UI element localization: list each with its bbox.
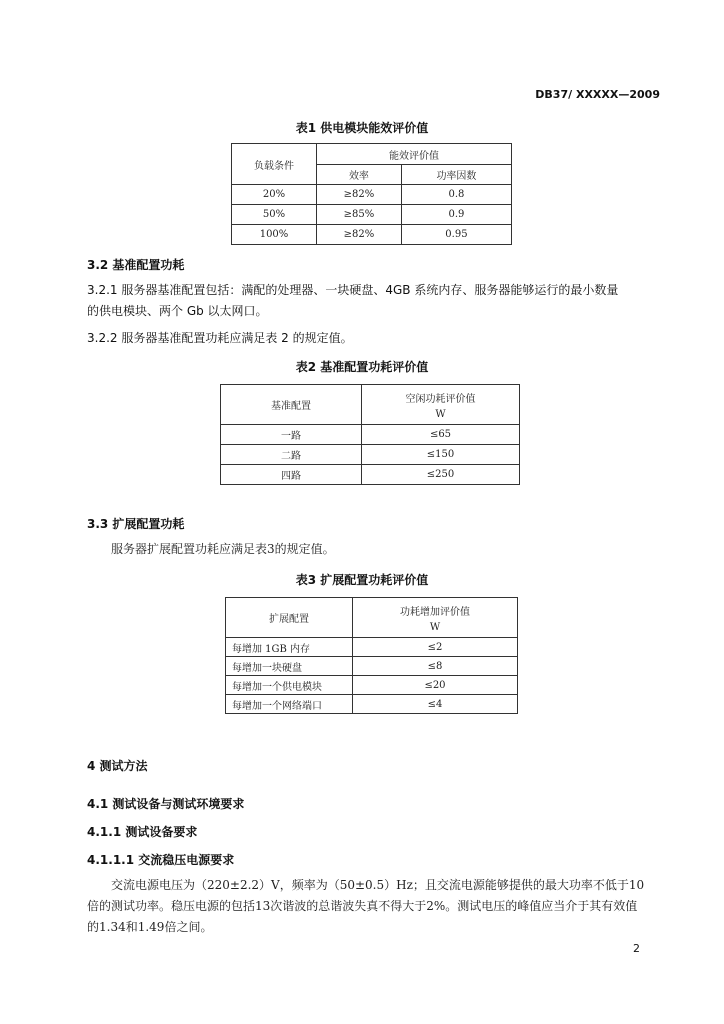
table-row [232,225,512,245]
table2 [220,384,520,485]
section-4-1-1-heading: 4.1.1 测试设备要求 [87,825,198,839]
table3-header-config: 扩展配置 [226,598,353,638]
clause-3-2-1-line1: 3.2.1 服务器基准配置包括：满配的处理器、一块硬盘、4GB 系统内存、服务器能够运行的最小数量 [87,283,619,297]
table1-cell-pf: 0.95 [401,225,511,245]
table1-cell-load: 20% [232,185,317,205]
table3-header-value-unit: W [429,621,441,633]
section-4-paragraph-line2: 倍的测试功率。稳压电源的包括13次谐波的总谐波失真不得大于2%。测试电压的峰值应当介于其有效值 [87,899,638,913]
table3-cell-config: 每增加一个网络端口 [226,695,353,714]
section-4-paragraph-line3: 的1.34和1.49倍之间。 [87,920,213,934]
section-3-2-heading: 3.2 基准配置功耗 [87,258,185,272]
table-row [232,185,512,205]
table2-header-value-unit: W [435,408,446,420]
table-row [226,695,518,714]
table1-cell-pf: 0.9 [401,205,511,225]
table-row [221,445,520,465]
table1-header-load: 负载条件 [232,144,317,185]
table1-cell-load: 100% [232,225,317,245]
table2-cell-value: ≤65 [362,425,520,445]
table2-cell-config: 一路 [221,425,362,445]
table1-cell-eff: ≥85% [317,205,402,225]
table3-caption: 表3 扩展配置功耗评价值 [295,573,429,587]
table2-header-value [362,385,520,425]
section-3-3-heading: 3.3 扩展配置功耗 [87,517,185,531]
table3-cell-value: ≤2 [353,638,518,657]
table3 [225,597,518,714]
section-3-3-paragraph: 服务器扩展配置功耗应满足表3的规定值。 [111,542,335,556]
document-code: DB37/ XXXXX—2009 [535,88,660,101]
page-number: 2 [633,942,640,955]
table1-header-eff: 效率 [317,165,402,185]
table1-cell-eff: ≥82% [317,225,402,245]
table1-header-pf: 功率因数 [401,165,511,185]
table2-cell-value: ≤250 [362,465,520,485]
table2-cell-config: 四路 [221,465,362,485]
table3-header-value-label: 功耗增加评价值 [400,606,470,618]
table2-cell-config: 二路 [221,445,362,465]
table1-cell-load: 50% [232,205,317,225]
table-row [226,638,518,657]
section-4-1-1-1-heading: 4.1.1.1 交流稳压电源要求 [87,853,235,867]
section-4-paragraph-line1: 交流电源电压为（220±2.2）V，频率为（50±0.5）Hz；且交流电源能够提供的最大功率不低于10 [111,878,645,892]
table3-cell-value: ≤20 [353,676,518,695]
table1-cell-pf: 0.8 [401,185,511,205]
table-row [221,465,520,485]
section-4-heading: 4 测试方法 [87,759,148,773]
clause-3-2-2: 3.2.2 服务器基准配置功耗应满足表 2 的规定值。 [87,331,353,345]
table-row [226,657,518,676]
table-row [221,425,520,445]
table3-cell-config: 每增加一个供电模块 [226,676,353,695]
table2-header-value-label: 空闲功耗评价值 [405,393,476,405]
section-4-1-heading: 4.1 测试设备与测试环境要求 [87,797,245,811]
clause-3-2-1-line2: 的供电模块、两个 Gb 以太网口。 [87,304,268,318]
table3-cell-value: ≤4 [353,695,518,714]
table1 [231,143,512,245]
table2-header-config: 基准配置 [221,385,362,425]
table2-cell-value: ≤150 [362,445,520,465]
table-row [226,676,518,695]
table1-cell-eff: ≥82% [317,185,402,205]
table2-caption: 表2 基准配置功耗评价值 [295,360,429,374]
table-row [232,205,512,225]
table3-cell-config: 每增加一块硬盘 [226,657,353,676]
table3-cell-value: ≤8 [353,657,518,676]
table1-header-group: 能效评价值 [317,144,512,165]
table3-cell-config: 每增加 1GB 内存 [226,638,353,657]
table3-header-value [353,598,518,638]
table1-caption: 表1 供电模块能效评价值 [295,121,429,135]
